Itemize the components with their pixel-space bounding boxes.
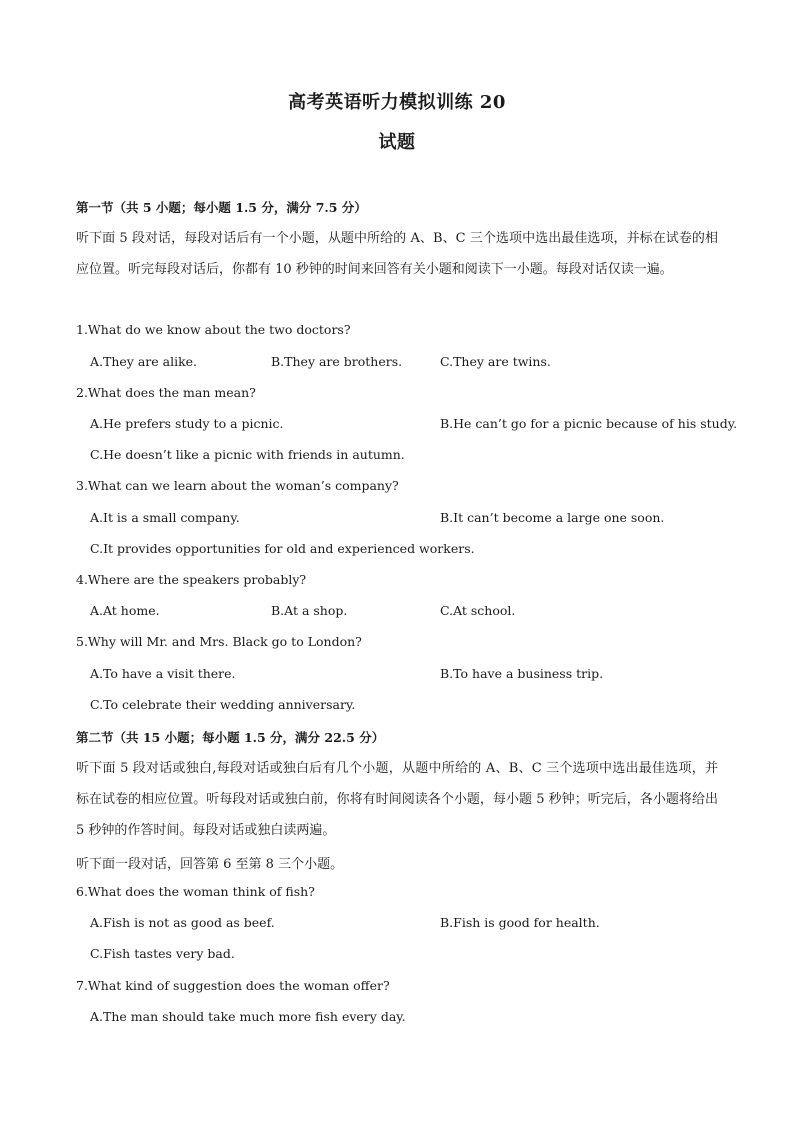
q2-option-b: B.He can’t go for a picnic because of his study.	[440, 416, 738, 431]
q5-option-a: A.To have a visit there.	[90, 666, 236, 681]
question-4: 4.Where are the speakers probably?	[76, 572, 307, 587]
question-3: 3.What can we learn about the woman’s company?	[76, 478, 399, 493]
section1-heading: 第一节（共 5 小题；每小题 1.5 分，满分 7.5 分）	[76, 200, 367, 215]
q5-option-b: B.To have a business trip.	[440, 666, 604, 681]
section2-instructions: 听下面 5 段对话或独白,每段对话或独白后有几个小题，从题中所给的 A、B、C 三个选项中选出最佳选项，并标在试卷的相应位置。听每段对话或独白前，你将有时间阅读各个小题，每小题 5 秒钟；听完后，各小题将给出 5 秒钟的作答时间。每段对话或独白读两遍。	[76, 761, 718, 838]
question-5: 5.Why will Mr. and Mrs. Black go to London?	[76, 634, 362, 649]
q2-option-c: C.He doesn’t like a picnic with friends in autumn.	[90, 447, 405, 462]
q6-option-c: C.Fish tastes very bad.	[90, 946, 235, 961]
question-2: 2.What does the man mean?	[76, 385, 256, 400]
page-title: 高考英语听力模拟训练 20	[288, 92, 506, 113]
dialog-intro: 听下面一段对话，回答第 6 至第 8 三个小题。	[76, 857, 344, 872]
q4-option-a: A.At home.	[90, 603, 160, 618]
section2-heading: 第二节（共 15 小题；每小题 1.5 分，满分 22.5 分）	[76, 730, 385, 745]
q3-option-c: C.It provides opportunities for old and experienced workers.	[90, 541, 475, 556]
q1-option-a: A.They are alike.	[90, 354, 198, 369]
question-7: 7.What kind of suggestion does the woman offer?	[76, 978, 390, 993]
q3-option-a: A.It is a small company.	[90, 510, 240, 525]
q6-option-a: A.Fish is not as good as beef.	[90, 915, 275, 930]
q7-option-a: A.The man should take much more fish every day.	[90, 1009, 406, 1024]
question-6: 6.What does the woman think of fish?	[76, 884, 315, 899]
section1-instructions: 听下面 5 段对话，每段对话后有一个小题，从题中所给的 A、B、C 三个选项中选出最佳选项，并标在试卷的相应位置。听完每段对话后，你都有 10 秒钟的时间来回答有关小题和阅读下一小题。每段对话仅读一遍。	[76, 231, 718, 277]
q5-option-c: C.To celebrate their wedding anniversary.	[90, 697, 356, 712]
page-subtitle: 试题	[378, 132, 416, 153]
question-1: 1.What do we know about the two doctors?	[76, 322, 351, 337]
q1-option-b: B.They are brothers.	[271, 354, 403, 369]
q2-option-a: A.He prefers study to a picnic.	[90, 416, 284, 431]
q1-option-c: C.They are twins.	[440, 354, 551, 369]
q6-option-b: B.Fish is good for health.	[440, 915, 600, 930]
q3-option-b: B.It can’t become a large one soon.	[440, 510, 665, 525]
q4-option-b: B.At a shop.	[271, 603, 348, 618]
q4-option-c: C.At school.	[440, 603, 516, 618]
